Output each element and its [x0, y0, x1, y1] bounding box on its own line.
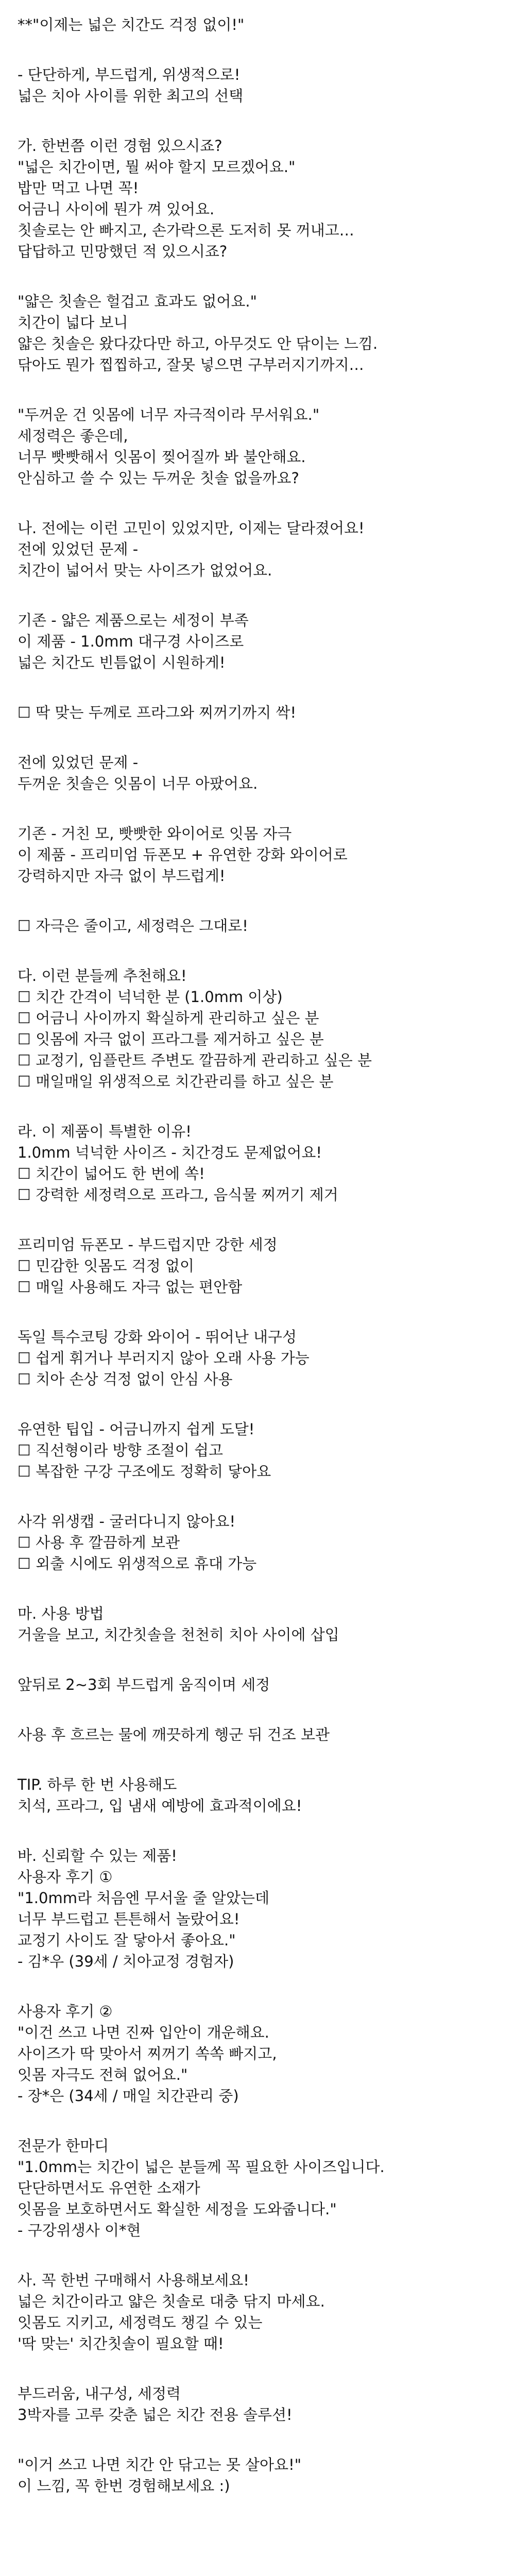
text-paragraph	[18, 64, 497, 107]
text-line: 프리미엄 듀폰모 - 부드럽지만 강한 세정	[18, 1236, 278, 1253]
text-line: 기존 - 거친 모, 빳빳한 와이어로 잇몸 자극	[18, 825, 292, 842]
text-paragraph	[18, 1419, 497, 1482]
text-line: 이 느낌, 꼭 한번 경험해보세요 :)	[18, 2477, 230, 2495]
text-line: ☐ 직선형이라 방향 조절이 쉽고	[18, 1442, 224, 1459]
text-line: ☐ 어금니 사이까지 확실하게 관리하고 싶은 분	[18, 1009, 319, 1027]
text-paragraph	[18, 518, 497, 581]
text-line: 안심하고 쓸 수 있는 두꺼운 칫솔 없을까요?	[18, 469, 299, 487]
text-line: ☐ 치간 간격이 넉넉한 분 (1.0mm 이상)	[18, 988, 283, 1006]
text-line: 다. 이런 분들께 추천해요!	[18, 967, 187, 985]
text-line: 치간이 넓다 보니	[18, 314, 128, 331]
text-line: 얇은 칫솔은 왔다갔다만 하고, 아무것도 안 닦이는 느낌.	[18, 335, 378, 352]
text-line: 1.0mm 넉넉한 사이즈 - 치간경도 문제없어요!	[18, 1144, 322, 1161]
text-line: ☐ 민감한 잇몸도 걱정 없이	[18, 1257, 195, 1275]
text-line: 단단하면서도 유연한 소재가	[18, 2179, 200, 2197]
text-line: 사이즈가 딱 맞아서 찌꺼기 쏙쏙 빠지고,	[18, 2045, 277, 2062]
text-paragraph	[18, 2136, 497, 2241]
text-paragraph	[18, 1121, 497, 1206]
text-line: - 김*우 (39세 / 치아교정 경험자)	[18, 1953, 234, 1970]
text-paragraph	[18, 291, 497, 376]
text-paragraph	[18, 1774, 497, 1817]
text-paragraph	[18, 2383, 497, 2426]
text-line: **"이제는 넓은 치간도 걱정 없이!"	[18, 16, 245, 33]
text-line: 마. 사용 방법	[18, 1605, 104, 1622]
text-line: 세정력은 좋은데,	[18, 427, 128, 445]
text-paragraph	[18, 1724, 497, 1745]
text-line: ☐ 매일매일 위생적으로 치간관리를 하고 싶은 분	[18, 1073, 334, 1090]
text-line: 사용자 후기 ①	[18, 1868, 113, 1886]
text-line: 잇몸을 보호하면서도 확실한 세정을 도와줍니다."	[18, 2200, 337, 2218]
text-line: ☐ 자극은 줄이고, 세정력은 그대로!	[18, 917, 248, 935]
text-line: - 구강위생사 이*현	[18, 2222, 141, 2239]
text-line: 교정기 사이도 잘 닿아서 좋아요."	[18, 1931, 236, 1949]
text-line: 이 제품 - 프리미엄 듀폰모 + 유연한 강화 와이어로	[18, 846, 348, 863]
text-line: 전에 있었던 문제 -	[18, 540, 139, 558]
text-line: 사. 꼭 한번 구매해서 사용해보세요!	[18, 2272, 249, 2289]
text-line: "1.0mm는 치간이 넓은 분들께 꼭 필요한 사이즈입니다.	[18, 2158, 385, 2176]
text-paragraph	[18, 135, 497, 262]
text-line: 사용자 후기 ②	[18, 2003, 113, 2020]
text-line: "1.0mm라 처음엔 무서울 줄 알았는데	[18, 1889, 269, 1907]
text-paragraph	[18, 2454, 497, 2497]
text-line: 나. 전에는 이런 고민이 있었지만, 이제는 달라졌어요!	[18, 519, 365, 537]
text-line: 잇몸 자극도 전혀 없어요."	[18, 2066, 188, 2083]
text-line: 사각 위생캡 - 굴러다니지 않아요!	[18, 1513, 236, 1530]
text-paragraph	[18, 2270, 497, 2354]
text-line: "넓은 치간이면, 뭘 써야 할지 모르겠어요."	[18, 158, 296, 176]
text-line: "얇은 칫솔은 헐겁고 효과도 없어요."	[18, 293, 257, 310]
text-paragraph	[18, 610, 497, 673]
text-line: ☐ 교정기, 임플란트 주변도 깔끔하게 관리하고 싶은 분	[18, 1052, 372, 1069]
text-paragraph	[18, 965, 497, 1092]
text-line: - 단단하게, 부드럽게, 위생적으로!	[18, 66, 241, 83]
text-line: 넓은 치간이라고 얇은 칫솔로 대충 닦지 마세요.	[18, 2293, 325, 2310]
text-line: ☐ 강력한 세정력으로 프라그, 음식물 찌꺼기 제거	[18, 1186, 338, 1204]
text-line: 전에 있었던 문제 -	[18, 754, 139, 771]
text-line: 기존 - 얇은 제품으로는 세정이 부족	[18, 612, 249, 629]
text-line: 넓은 치아 사이를 위한 최고의 선택	[18, 87, 244, 105]
text-line: 3박자를 고루 갖춘 넓은 치간 전용 솔루션!	[18, 2406, 293, 2424]
text-line: 이 제품 - 1.0mm 대구경 사이즈로	[18, 633, 244, 650]
text-line: "두꺼운 건 잇몸에 너무 자극적이라 무서워요."	[18, 406, 320, 423]
text-line: 치간이 넓어서 맞는 사이즈가 없었어요.	[18, 562, 272, 579]
text-line: ☐ 잇몸에 자극 없이 프라그를 제거하고 싶은 분	[18, 1030, 324, 1048]
text-line: 강력하지만 자극 없이 부드럽게!	[18, 867, 226, 885]
text-paragraph	[18, 702, 497, 723]
text-paragraph	[18, 404, 497, 489]
text-line: 잇몸도 지키고, 세정력도 챙길 수 있는	[18, 2314, 263, 2331]
text-line: ☐ 사용 후 깔끔하게 보관	[18, 1534, 180, 1551]
text-line: 라. 이 제품이 특별한 이유!	[18, 1123, 192, 1140]
text-paragraph	[18, 1674, 497, 1696]
text-paragraph	[18, 823, 497, 887]
text-line: ☐ 외출 시에도 위생적으로 휴대 가능	[18, 1555, 257, 1572]
text-paragraph	[18, 916, 497, 937]
text-line: 답답하고 민망했던 적 있으시죠?	[18, 243, 228, 260]
text-line: 부드러움, 내구성, 세정력	[18, 2385, 181, 2402]
text-line: 넓은 치간도 빈틈없이 시원하게!	[18, 654, 226, 671]
text-paragraph	[18, 1234, 497, 1298]
text-line: 유연한 팁입 - 어금니까지 쉽게 도달!	[18, 1420, 255, 1438]
text-line: '딱 맞는' 치간칫솔이 필요할 때!	[18, 2335, 224, 2352]
text-line: 칫솔로는 안 빠지고, 손가락으론 도저히 못 꺼내고…	[18, 222, 354, 239]
text-line: 가. 한번쯤 이런 경험 있으시죠?	[18, 137, 222, 155]
text-line: "이건 쓰고 나면 진짜 입안이 개운해요.	[18, 2024, 269, 2041]
text-line: 거울을 보고, 치간칫솔을 천천히 치아 사이에 삽입	[18, 1626, 339, 1643]
text-line: ☐ 딱 맞는 두께로 프라그와 찌꺼기까지 싹!	[18, 704, 297, 721]
text-paragraph	[18, 2001, 497, 2107]
text-paragraph	[18, 1511, 497, 1574]
text-line: 어금니 사이에 뭔가 껴 있어요.	[18, 200, 215, 218]
text-line: 너무 부드럽고 튼튼해서 놀랐어요!	[18, 1910, 240, 1928]
text-paragraph	[18, 752, 497, 794]
text-line: ☐ 쉽게 휘거나 부러지지 않아 오래 사용 가능	[18, 1349, 310, 1367]
text-line: ☐ 매일 사용해도 자극 없는 편안함	[18, 1278, 243, 1296]
text-line: 두꺼운 칫솔은 잇몸이 너무 아팠어요.	[18, 775, 258, 792]
text-paragraph	[18, 1603, 497, 1646]
text-line: 전문가 한마디	[18, 2137, 109, 2155]
text-line: 사용 후 흐르는 물에 깨끗하게 헹군 뒤 건조 보관	[18, 1726, 330, 1743]
text-line: 치석, 프라그, 입 냄새 예방에 효과적이에요!	[18, 1797, 302, 1815]
text-paragraph	[18, 14, 497, 36]
text-line: ☐ 치아 손상 걱정 없이 안심 사용	[18, 1370, 233, 1388]
text-paragraph	[18, 1845, 497, 1972]
text-line: 독일 특수코팅 강화 와이어 - 뛰어난 내구성	[18, 1328, 297, 1346]
text-line: 닦아도 뭔가 찝찝하고, 잘못 넣으면 구부러지기까지…	[18, 356, 364, 374]
text-line: ☐ 복잡한 구강 구조에도 정확히 닿아요	[18, 1463, 271, 1480]
text-line: 너무 빳빳해서 잇몸이 찢어질까 봐 불안해요.	[18, 448, 306, 466]
text-line: ☐ 치간이 넓어도 한 번에 쏙!	[18, 1165, 205, 1182]
text-line: 밥만 먹고 나면 꼭!	[18, 179, 139, 197]
text-line: "이거 쓰고 나면 치간 안 닦고는 못 살아요!"	[18, 2456, 302, 2473]
text-paragraph	[18, 1327, 497, 1390]
text-line: TIP. 하루 한 번 사용해도	[18, 1776, 177, 1793]
text-line: - 장*은 (34세 / 매일 치간관리 중)	[18, 2087, 239, 2105]
text-line: 바. 신뢰할 수 있는 제품!	[18, 1847, 177, 1865]
text-line: 앞뒤로 2~3회 부드럽게 움직이며 세정	[18, 1676, 270, 1693]
